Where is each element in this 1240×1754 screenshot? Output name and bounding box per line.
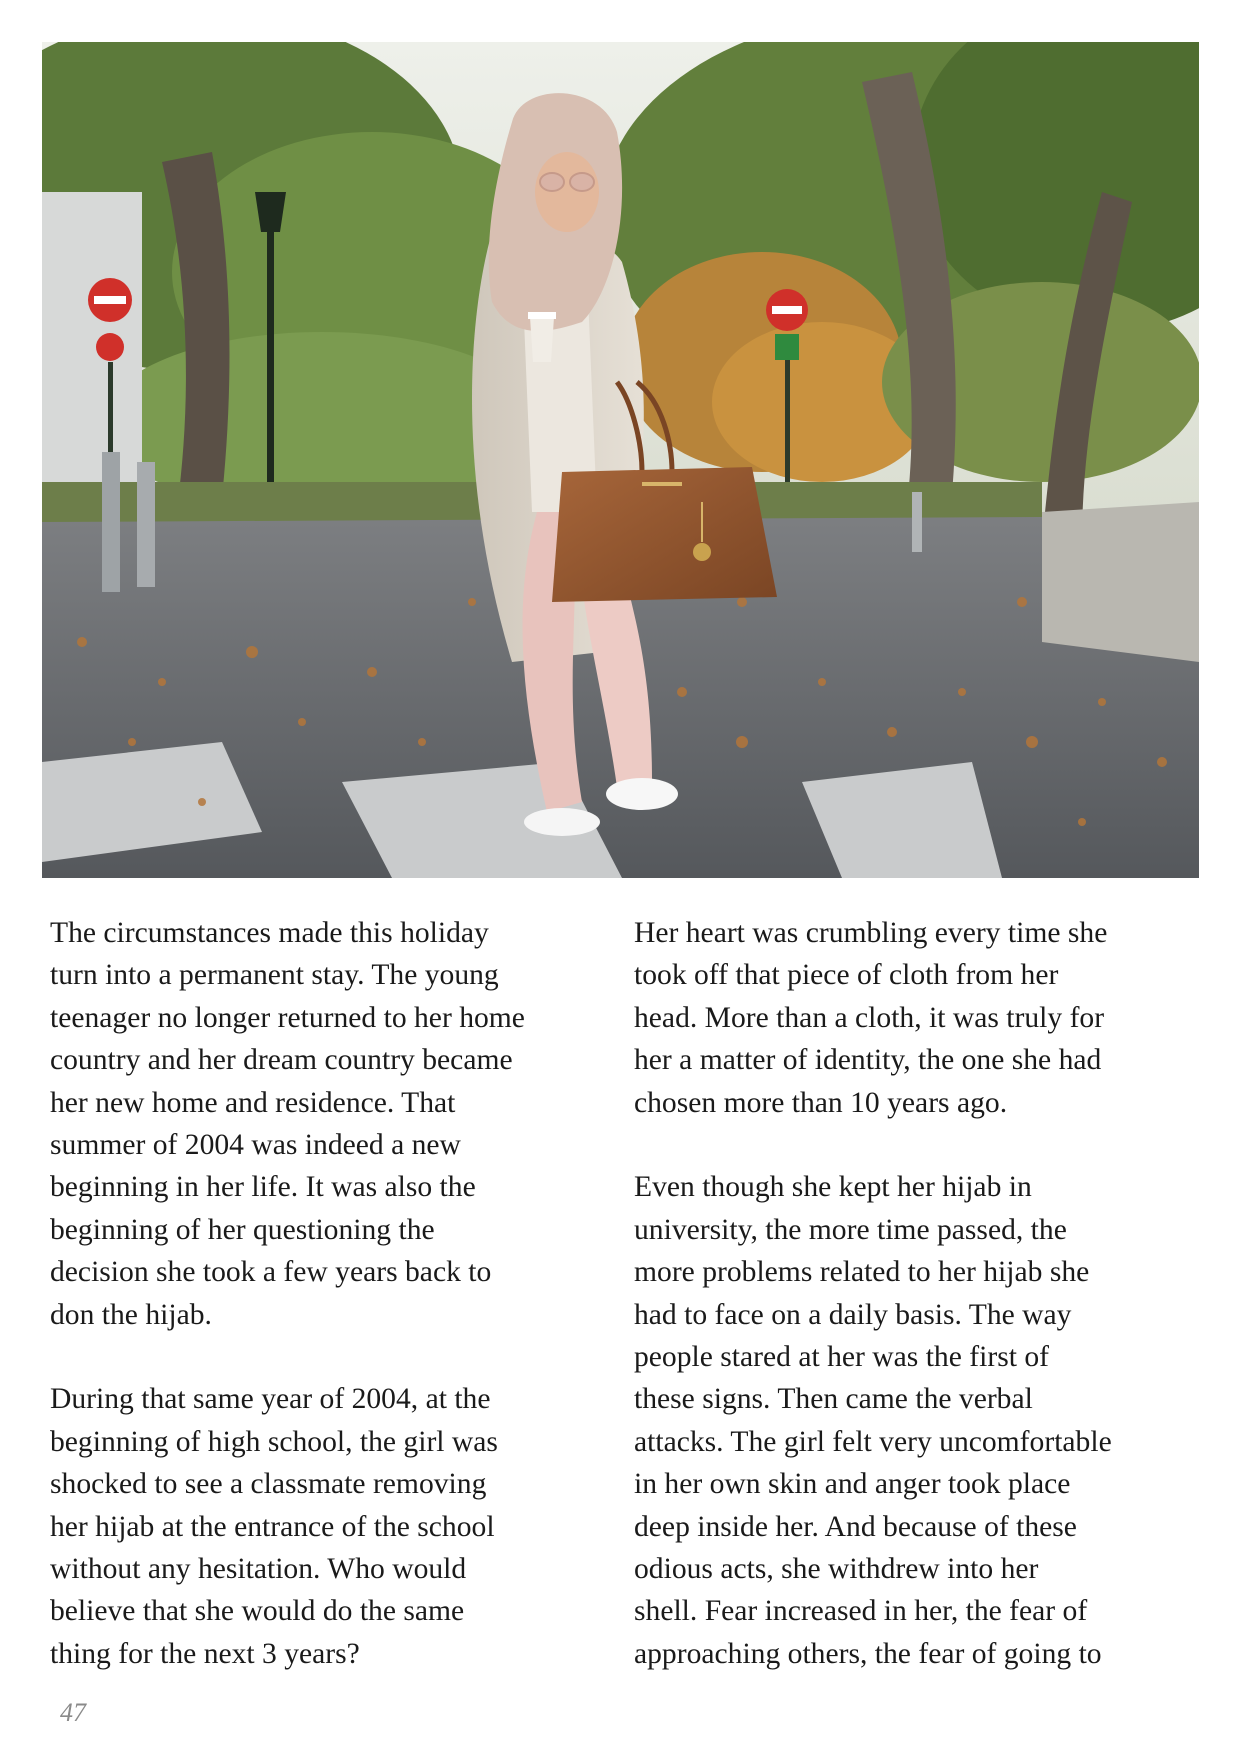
paragraph: Even though she kept her hijab in university, the more time passed, the more problems related to her hijab she had to face on a daily basis. The way people stared at her was the first of these signs. Then came the verbal attacks. The girl felt very uncomfortable in her own skin and anger took place deep inside her. And because of these odious acts, she withdrew into her shell. Fear increased in her, the fear of approaching others, the fear of going to (634, 1171, 1112, 1670)
paragraph: The circumstances made this holiday turn into a permanent stay. The young teenager no longer returned to her home country and her dream country became her new home and residence. That summer of 2004 was indeed a new beginning in her life. It was also the beginning of her questioning the decision she took a few years back to don the hijab. (50, 917, 525, 1331)
text-column-left (50, 912, 605, 1675)
photo-illustration (42, 42, 1199, 878)
page-number: 47 (60, 1698, 86, 1727)
article-photo (42, 42, 1199, 878)
paragraph: Her heart was crumbling every time she took off that piece of cloth from her head. More than a cloth, it was truly for her a matter of identity, the one she had chosen more than 10 years ago. (634, 917, 1108, 1119)
paragraph: During that same year of 2004, at the beginning of high school, the girl was shocked to see a classmate removing her hijab at the entrance of the school without any hesitation. Who would believe that she would do the same thing for the next 3 years? (50, 1383, 498, 1670)
text-column-right (634, 912, 1204, 1675)
